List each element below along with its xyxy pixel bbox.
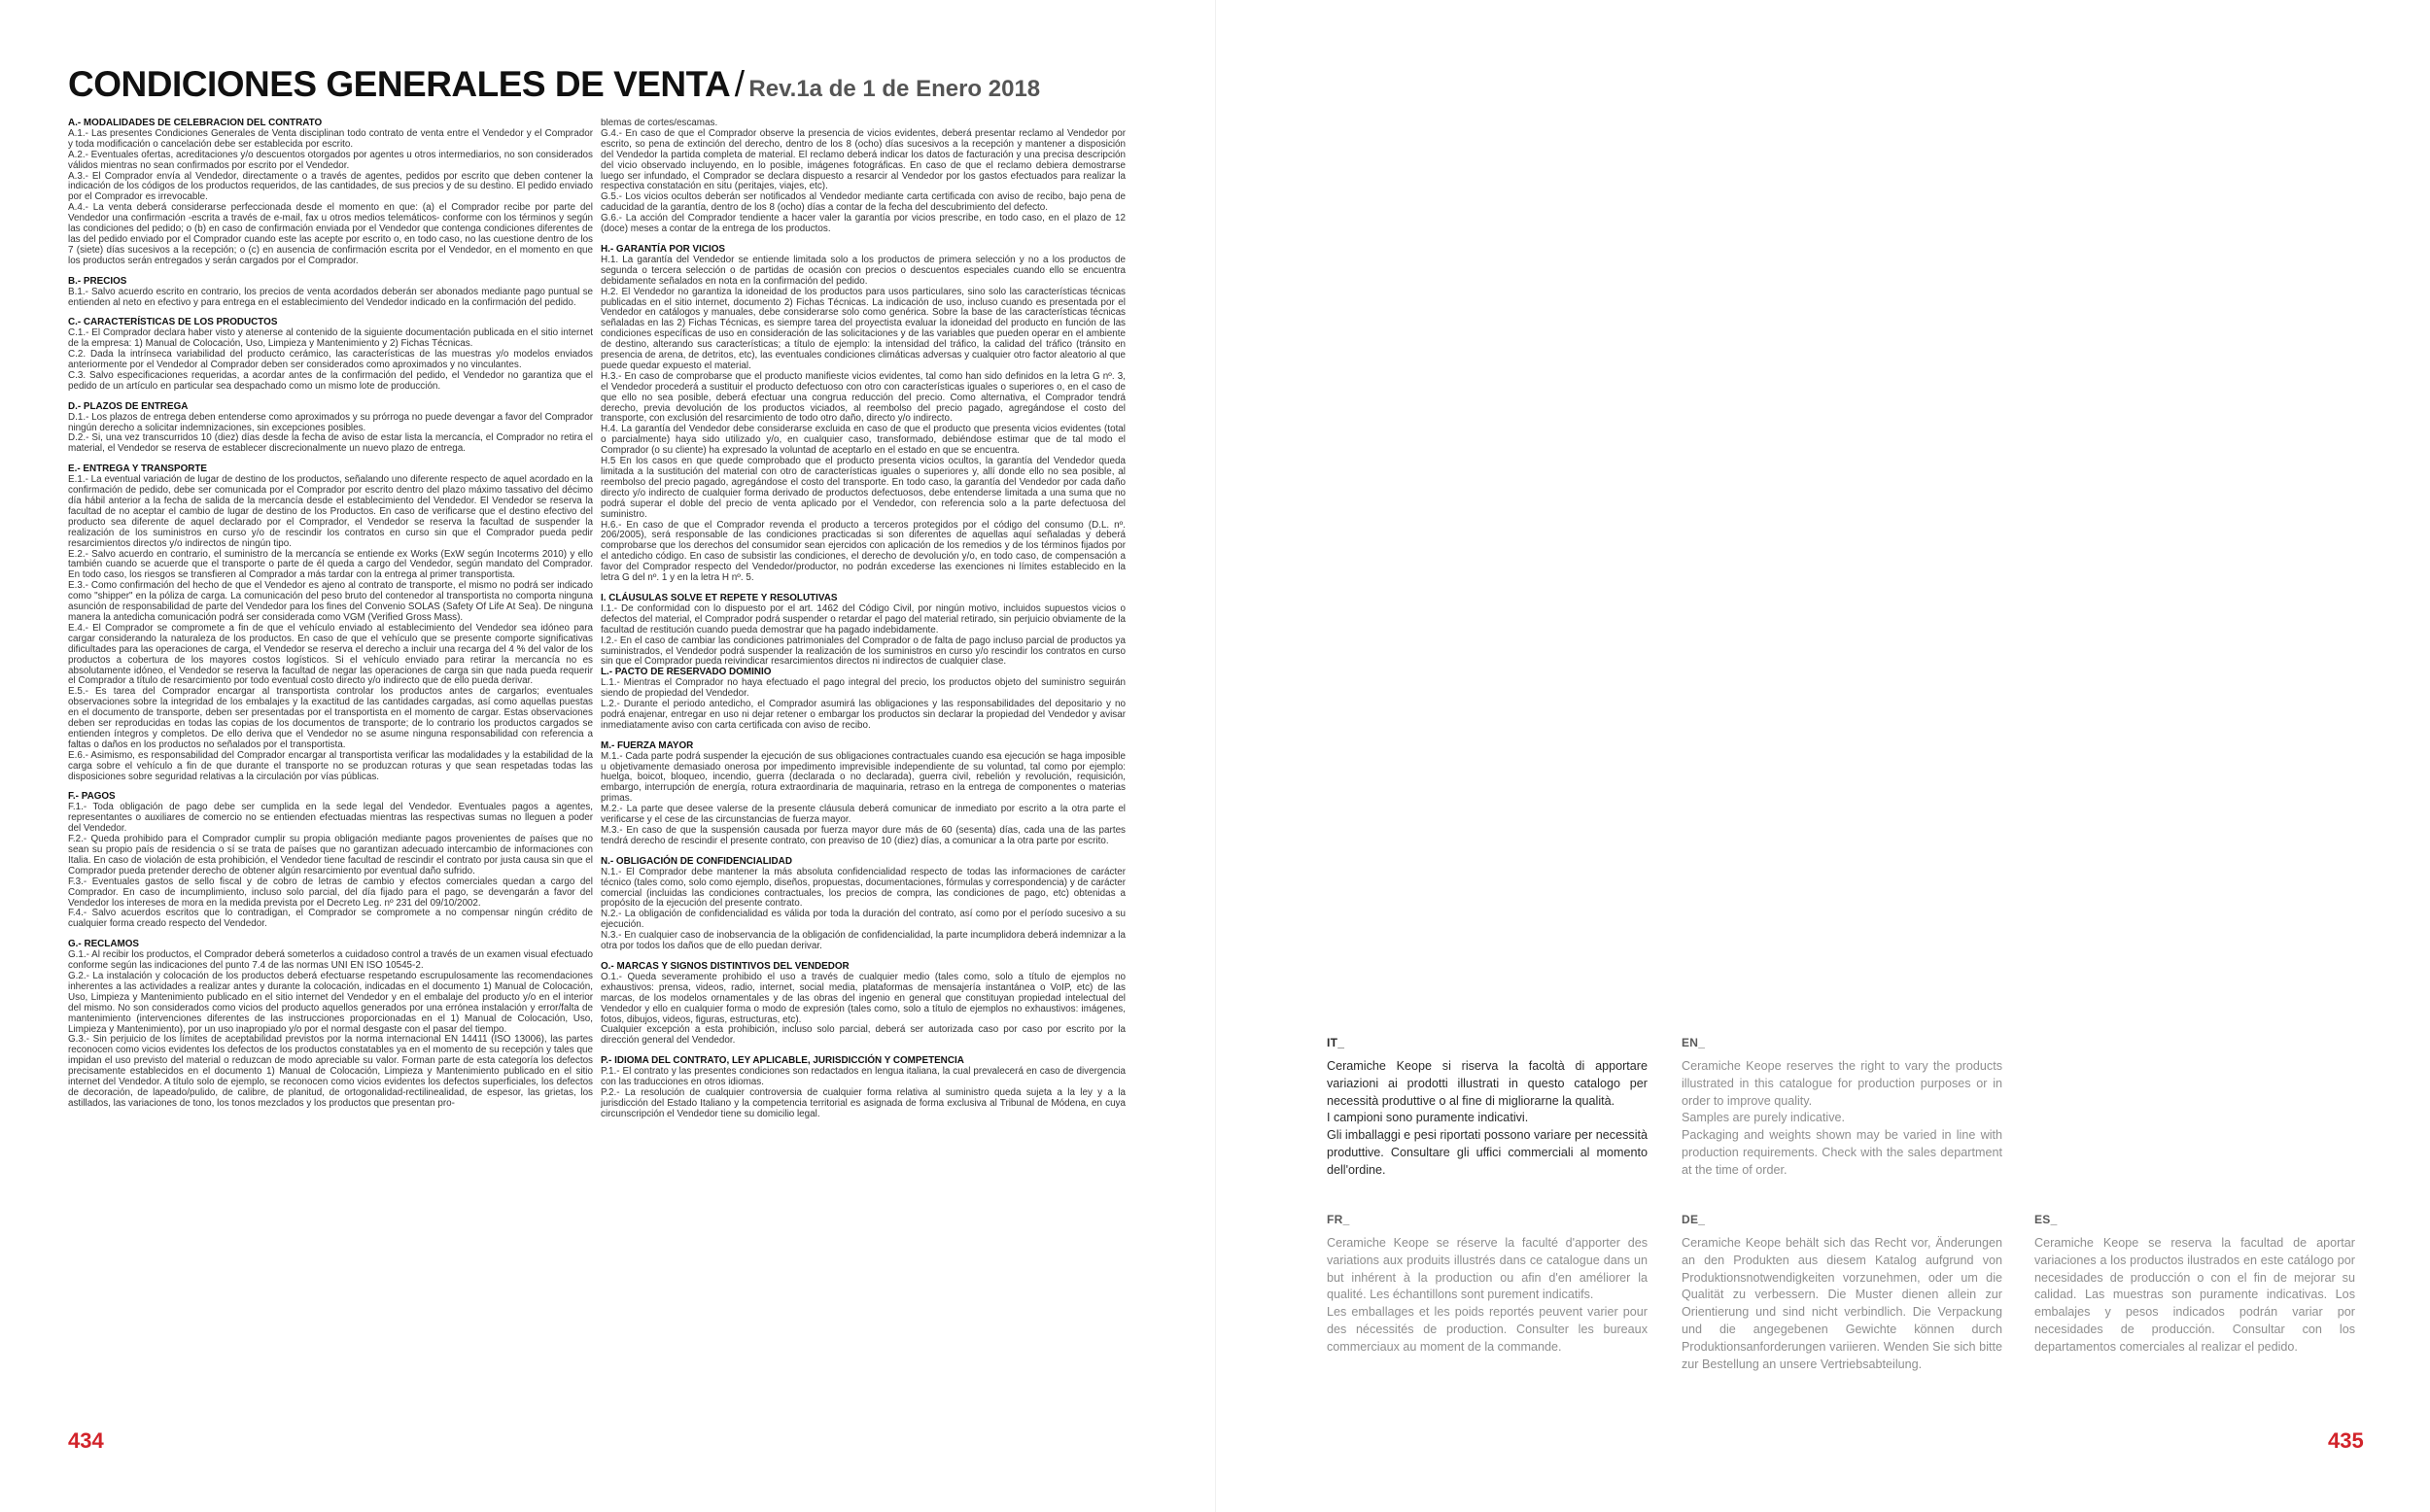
clause-paragraph: C.3. Salvo especificaciones requeridas, a acordar antes de la confirmación del pedido, el Vendedor no garantiza que el pedido de un artículo en particular sea despachado como un mismo lote de producción.	[68, 369, 593, 392]
clause-paragraph: G.2.- La instalación y colocación de los productos deberá efectuarse respetando escrupulosamente las recomendaciones inherentes a las actividades a realizar antes y durante la colocación, indicadas en el documento 1) Manual de Colocación, Uso, Limpieza y Mantenimiento publicado en el sitio internet del Vendedor y en el embalaje del producto y/o en el interior del mismo. No son considerados como vicios del producto aquellos generados por una errónea instalación y error/falta de mantenimiento (intervenciones diferentes de las instrucciones proporcionadas en el 1) Manual de Colocación, Uso, Limpieza y Mantenimiento), por un uso inapropiado y/o por el normal desgaste con el pasar del tiempo.	[68, 970, 593, 1035]
clause-paragraph: H.2. El Vendedor no garantiza la idoneidad de los productos para usos particulares, sino solo las características técnicas publicadas en el sitio internet, documento 2) Fichas Técnicas. La indicación de uso, incluso cuando es presentada por el Vendedor en catálogos y manuales, debe considerarse solo como genérica. Sobre la base de las características técnicas señaladas en las 2) Fichas Técnicas, es siempre tarea del proyectista evaluar la idoneidad del producto en función de las condiciones específicas de uso en consideración de las solicitaciones y de las variables que pueden operar en el ambiente de destino, alterando sus características; a título de ejemplo: la intensidad del tráfico, la calidad del tráfico (tránsito en presencia de arena, de detritos, etc), las eventuales condiciones climáticas adversas y cualquier otro factor aleatorio al que puede quedar expuesto el material.	[601, 286, 1126, 371]
notice-en	[1682, 1036, 2002, 1180]
clause-paragraph: F.1.- Toda obligación de pago debe ser cumplida en la sede legal del Vendedor. Eventuales pagos a agentes, representantes o auxiliares de comercio no se entienden efectuadas mientras las respectivas sumas no lleguen a poder del Vendedor.	[68, 802, 593, 835]
notice-fr-code: FR_	[1327, 1213, 1350, 1226]
clause-paragraph: N.2.- La obligación de confidencialidad es válida por toda la duración del contrato, así como por el período sucesivo a su ejecución.	[601, 909, 1126, 931]
clause-paragraph: A.1.- Las presentes Condiciones Generales de Venta disciplinan todo contrato de venta entre el Vendedor y el Comprador y toda modificación o cancelación debe ser establecida por escrito.	[68, 127, 593, 150]
section-heading: N.- OBLIGACIÓN DE CONFIDENCIALIDAD	[601, 855, 792, 867]
notice-paragraph: Ceramiche Keope se reserva la facultad de aportar variaciones a los productos ilustrados en este catálogo por necesidades de producción o con el fin de mejorar su calidad. Las muestras son puramente indicativas. Los embalajes y pesos indicados podrán variar por necesidades de producción. Consultar con los departamentos comerciales al realizar el pedido.	[2034, 1236, 2355, 1354]
clause-paragraph: A.2.- Eventuales ofertas, acreditaciones y/o descuentos otorgados por agentes u otros intermediarios, no son considerados válidos mientras no sean confirmados por escrito por el Vendedor.	[68, 149, 593, 171]
section-heading: F.- PAGOS	[68, 791, 116, 803]
notice-de	[1682, 1213, 2002, 1373]
notice-es-code: ES_	[2034, 1213, 2058, 1226]
clause-paragraph: L.2.- Durante el periodo antedicho, el Comprador asumirá las obligaciones y las responsabilidades del depositario y no podrá enajenar, entregar en uso ni dejar retener o embargar los productos sin declarar la propiedad del Vendedor y avisar inmediatamente aviso con carta certificada con aviso de recibo.	[601, 699, 1126, 731]
notice-paragraph: Ceramiche Keope behält sich das Recht vor, Änderungen an den Produkten aus diesem Katalog aufgrund von Produktionsnotwendigkeiten vorzunehmen, oder um die Qualität zu verbessern. Die Muster dienen allein zur Orientierung und sind nicht verbindlich. Die Verpackung und die angegebenen Gewichte können durch Produktionsanforderungen variieren. Wenden Sie sich bitte zur Bestellung an unsere Vertriebsabteilung.	[1682, 1236, 2002, 1371]
clause-paragraph: B.1.- Salvo acuerdo escrito en contrario, los precios de venta acordados deberán ser abonados mediante pago puntual se entienden al neto en efectivo y para entrega en el establecimiento del Vendedor indicado en la confirmación del pedido.	[68, 286, 593, 308]
title-slash: /	[734, 64, 745, 104]
clause-paragraph: E.1.- La eventual variación de lugar de destino de los productos, señalando uno diferente respecto de aquel acordado en la confirmación de pedido, debe ser comunicada por el Comprador por escrito dentro del plazo máximo tassativo del décimo día hábil anterior a la fecha de salida de la mercancía desde el establecimiento del Vendedor. El Vendedor se reserva la facultad de no aceptar el cambio de lugar de destino de los Productos. En caso de verificarse que el destino efectivo del producto sea diferente de aquel declarado por el Comprador, el Vendedor se reserva la facultad de suspender la realización de los suministros en curso y/o de rescindir los contratos en curso sin que el Comprador pueda pedir resarcimientos directos y/o indirectos de ningún tipo.	[68, 474, 593, 549]
clause-paragraph: H.6.- En caso de que el Comprador revenda el producto a terceros protegidos por el código del consumo (D.L. nº. 206/2005), será responsable de las condiciones practicadas si son diferentes de aquellas aquí señaladas y deberá comprobarse que los derechos del consumidor sean ejercidos con aplicación de los remedios y de los términos fijados por el antedicho código. En caso de subsistir las condiciones, el derecho de devolución y/o, en todo caso, de compensación a favor del Comprador respecto del Vendedor/productor, no podrán excederse las exenciones ni límites establecido en la letra G del nº. 1 y en la letra H nº. 5.	[601, 519, 1126, 584]
notice-paragraph: Gli imballaggi e pesi riportati possono variare per necessità produttive. Consultare gli uffici commerciali al momento dell'ordine.	[1327, 1128, 1648, 1177]
clause-paragraph: P.1.- El contrato y las presentes condiciones son redactados en lengua italiana, la cual prevalecerá en caso de divergencia con las traducciones en otros idiomas.	[601, 1066, 1126, 1088]
clause-paragraph: E.3.- Como confirmación del hecho de que el Vendedor es ajeno al contrato de transporte, el mismo no podrá ser indicado como "shipper" en la póliza de carga. La comunicación del peso bruto del contenedor al transportista no comporta ninguna asunción de responsabilidad de parte del Vendedor para los fines del Convenio SOLAS (Safety Of Life At Sea). De ninguna manera la antedicha comunicación podrá ser considerada como VGM (Verified Gross Mass).	[68, 580, 593, 623]
clause-paragraph: I.1.- De conformidad con lo dispuesto por el art. 1462 del Código Civil, por ningún motivo, incluidos supuestos vicios o defectos del material, el Comprador podrá suspender o retardar el pago del material retirado, sin perjuicio obviamente de la facultad de restitución cuando pueda demostrar que ha pagado indebidamente.	[601, 602, 1126, 636]
clause-paragraph: H.5 En los casos en que quede comprobado que el producto presenta vicios ocultos, la garantía del Vendedor queda limitada a la sustitución del material con otro de características iguales o superiores y, allí donde ello no sea posible, al reembolso del precio pagado, agregándose el costo del transporte. En todo caso, la garantía del Vendedor por cada daño directo y/o indirecto de cualquier forma derivado de productos defectuosos, debe entenderse limitada a una suma que no podrá superar el doble del precio de venta aplicado por el Vendedor, con referencia solo a la parte defectuosa del suministro.	[601, 456, 1126, 520]
section-heading: I. CLÁUSULAS SOLVE ET REPETE Y RESOLUTIVAS	[601, 592, 838, 603]
section-heading: G.- RECLAMOS	[68, 939, 139, 950]
clause-paragraph: N.3.- En cualquier caso de inobservancia de la obligación de confidencialidad, la parte incumplidora deberá indemnizar a la otra por todos los daños que de ello puedan derivar.	[601, 930, 1126, 952]
clause-paragraph: L.1.- Mientras el Comprador no haya efectuado el pago integral del precio, los productos objeto del suministro seguirán siendo de propiedad del Vendedor.	[601, 677, 1126, 700]
clause-paragraph: F.2.- Queda prohibido para el Comprador cumplir su propia obligación mediante pagos provenientes de países que no sean su propio país de residencia o sí se trata de países que no garantizan adecuado intercambio de informaciones con Italia. En caso de violación de esta prohibición, el Vendedor tiene facultad de rescindir el contrato por justa causa sin que el Comprador pueda pretender derecho de obtener algún resarcimiento por eventual daño sufrido.	[68, 834, 593, 876]
terms-column-right	[601, 119, 1126, 1421]
notice-paragraph: Les emballages et les poids reportés peuvent varier pour des nécessités de production. Consulter les bureaux commerciaux au moment de la commande.	[1327, 1305, 1648, 1354]
clause-paragraph: Cualquier excepción a esta prohibición, incluso solo parcial, deberá ser autorizada caso por caso por escrito por la dirección general del Vendedor.	[601, 1024, 1126, 1047]
clause-paragraph: blemas de cortes/escamas.	[601, 119, 718, 128]
notice-it-code: IT_	[1327, 1036, 1345, 1049]
section-heading: P.- IDIOMA DEL CONTRATO, LEY APLICABLE, JURISDICCIÓN Y COMPETENCIA	[601, 1055, 964, 1067]
notice-fr	[1327, 1213, 1648, 1357]
clause-paragraph: F.3.- Eventuales gastos de sello fiscal y de cobro de letras de cambio y efectos comerciales quedan a cargo del Comprador. En caso de incumplimiento, incluso solo parcial, del día fijado para el pago, se devengarán a favor del Vendedor los intereses de mora en la medida prevista por el Decreto Leg. nº 231 del 09/10/2002.	[68, 876, 593, 909]
section-heading: B.- PRECIOS	[68, 275, 127, 287]
clause-paragraph: G.3.- Sin perjuicio de los límites de aceptabilidad previstos por la norma internacional EN 14411 (ISO 13006), las partes reconocen como vicios evidentes los defectos de los productos constatables ya en el momento de su recepción y tales que impidan el uso previsto del material o reduzcan de modo apreciable su valor. Forman parte de esta categoría los defectos precisamente establecidos en el documento 1) Manual de Colocación, Limpieza y Mantenimiento publicado en el sitio internet del Vendedor. A título solo de ejemplo, se reconocen como vicios evidentes los defectos superficiales, los defectos de decoración, de lapeado/pulido, de calibre, de planitud, de ortogonalidad-rectilinealidad, de espesor, las grietas, los astillados, las variaciones de tono, los tonos mezclados y los productos que presentan pro-	[68, 1034, 593, 1109]
clause-paragraph: E.5.- Es tarea del Comprador encargar al transportista controlar los productos antes de cargarlos; eventuales observaciones sobre la integridad de los embalajes y la exactitud de las cantidades cargadas, así como aquellas puestas en el documento de transporte, deben ser presentadas por el transportista en el momento de cargar. Estas observaciones deben ser reproducidas en todas las copias de los documentos de transporte; de lo contrario los productos cargados se entienden íntegros y completos. De ello deriva que el Vendedor no se asume ninguna responsabilidad con referencia a faltas o daños en los productos no señalados por el transportista.	[68, 686, 593, 750]
page-number-left: 434	[68, 1428, 104, 1453]
clause-paragraph: G.4.- En caso de que el Comprador observe la presencia de vicios evidentes, deberá presentar reclamo al Vendedor por escrito, so pena de extinción del derecho, dentro de los 8 (ocho) días sucesivos a la recepción y mantener a disposición del Vendedor la partida completa de material. El reclamo deberá indicar los datos de facturación y una precisa descripción del vicio observado incluyendo, en lo posible, imágenes fotográficas. En caso de que el reclamo debiera demostrarse luego ser infundado, el Comprador se declara dispuesto a resarcir al Vendedor por los gastos efectuados para realizar la respectiva constatación en situ (peritajes, viajes, etc).	[601, 127, 1126, 192]
title-main: CONDICIONES GENERALES DE VENTA	[68, 64, 731, 104]
section-heading: C.- CARACTERÍSTICAS DE LOS PRODUCTOS	[68, 317, 278, 328]
section-heading: O.- MARCAS Y SIGNOS DISTINTIVOS DEL VENDEDOR	[601, 960, 850, 972]
notice-paragraph: Ceramiche Keope si riserva la facoltà di apportare variazioni ai prodotti illustrati in questo catalogo per necessità produttive o al fine di migliorarne la qualità.	[1327, 1059, 1648, 1108]
clause-paragraph: F.4.- Salvo acuerdos escritos que lo contradigan, el Comprador se compromete a no compensar ningún crédito de cualquier forma creado respecto del Vendedor.	[68, 908, 593, 930]
notice-it	[1327, 1036, 1648, 1180]
clause-paragraph: A.3.- El Comprador envía al Vendedor, directamente o a través de agentes, pedidos por escrito que deben contener la indicación de los códigos de los productos requeridos, de las cantidades, de sus precios y de su destino. El pedido enviado por el Comprador es irrevocable.	[68, 170, 593, 203]
page-number-right: 435	[2328, 1428, 2364, 1453]
clause-paragraph: G.6.- La acción del Comprador tendiente a hacer valer la garantía por vicios prescribe, en todo caso, en el plazo de 12 (doce) meses a contar de la entrega de los productos.	[601, 213, 1126, 235]
clause-paragraph: O.1.- Queda severamente prohibido el uso a través de cualquier medio (tales como, solo a título de ejemplos no exhaustivos: prensa, videos, radio, internet, social media, plataformas de mensajería instantánea o VoIP, etc) de las marcas, de los modelos ornamentales y de las obras del ingenio en general que constituyan propiedad intelectual del Vendedor y ello en cualquier forma o modo de expresión (tales como, solo a título de ejemplos no exhaustivos: imágenes, fotos, dibujos, videos, figuras, estructuras, etc).	[601, 971, 1126, 1025]
clause-paragraph: D.1.- Los plazos de entrega deben entenderse como aproximados y su prórroga no puede devengar a favor del Comprador ningún derecho a solicitar indemnizaciones, sin excepciones posibles.	[68, 411, 593, 433]
clause-paragraph: H.1. La garantía del Vendedor se entiende limitada solo a los productos de primera selección y no a los productos de segunda o tercera selección o de partidas de ocasión con precios o descuentos especiales cuando ello se encuentra debidamente señalados en nota en la confirmación del pedido.	[601, 254, 1126, 287]
title-revision: Rev.1a de 1 de Enero 2018	[748, 76, 1041, 102]
clause-paragraph: E.2.- Salvo acuerdo en contrario, el suministro de la mercancía se entiende ex Works (ExW según Incoterms 2010) y ello también cuando se acuerde que el transporte o parte de él queda a cargo del Vendedor, según mandato del Comprador. En todo caso, los riesgos se transfieren al Comprador a más tardar con la entrega al primer transportista.	[68, 548, 593, 581]
section-heading: M.- FUERZA MAYOR	[601, 739, 694, 751]
notice-paragraph: Ceramiche Keope reserves the right to vary the products illustrated in this catalogue for production purposes or in order to improve quality.	[1682, 1059, 2002, 1108]
section-heading: D.- PLAZOS DE ENTREGA	[68, 400, 189, 412]
section-heading: A.- MODALIDADES DE CELEBRACIÓN DEL CONTRATO	[68, 119, 323, 128]
clause-paragraph: D.2.- Si, una vez transcurridos 10 (diez) días desde la fecha de aviso de estar lista la mercancía, el Comprador no retira el material, el Vendedor se reserva de establecer discrecionalmente un nuevo plazo de entrega.	[68, 432, 593, 455]
terms-column-left	[68, 119, 593, 1421]
clause-paragraph: P.2.- La resolución de cualquier controversia de cualquier forma relativa al suministro queda sujeta a la ley y a la jurisdicción del Estado Italiano y la competencia territorial es asignada de forma exclusiva al Tribunal de Módena, en cuya circunscripción el Vendedor tiene su domicilio legal.	[601, 1086, 1126, 1119]
clause-paragraph: E.4.- El Comprador se compromete a fin de que el vehículo enviado al establecimiento del Vendedor sea idóneo para cargar considerando la naturaleza de los productos. En caso de que el vehículo que se presente comporte significativas dificultades para las operaciones de carga, el Vendedor se reserva el derecho a incluir una recarga del 4 % del valor de los productos a cobertura de los mayores costos logísticos. Si el vehículo enviado para retirar la mercancía no es absolutamente idóneo, el Vendedor se reserva la facultad de negar las operaciones de carga sin que nada pueda requerir el Comprador a título de resarcimiento por todo eventual costo directo y/o indirecto que de ello pueda derivar.	[68, 622, 593, 687]
section-heading: E.- ENTREGA Y TRANSPORTE	[68, 464, 208, 475]
notice-paragraph: I campioni sono puramente indicativi.	[1327, 1111, 1529, 1125]
clause-paragraph: I.2.- En el caso de cambiar las condiciones patrimoniales del Comprador o de falta de pago incluso parcial de productos ya suministrados, el Vendedor podrá suspender la realización de los suministros en curso y/o rescindir los contratos en curso sin que el Comprador pueda reivindicar resarcimientos directos ni indirectos de cualquier clase.	[601, 635, 1126, 668]
clause-paragraph: H.4. La garantía del Vendedor debe considerarse excluida en caso de que el producto que presenta vicios evidentes (total o parcialmente) haya sido utilizado y/o, en cualquier caso, transformado, debiéndose estimar que de tal modo el Comprador (o su cliente) ha expresado la voluntad de aceptarlo en el estado en que se encuentra.	[601, 424, 1126, 457]
clause-paragraph: C.1.- El Comprador declara haber visto y atenerse al contenido de la siguiente documentación publicada en el sitio internet de la empresa: 1) Manual de Colocación, Uso, Limpieza y Mantenimiento y 2) Fichas Técnicas.	[68, 327, 593, 350]
notice-paragraph: Ceramiche Keope se réserve la faculté d'apporter des variations aux produits illustrés dans ce catalogue dans un but inhérent à la production ou afin d'en améliorer la qualité. Les échantillons sont purement indicatifs.	[1327, 1236, 1648, 1302]
clause-paragraph: H.3.- En caso de comprobarse que el producto manifieste vicios evidentes, tal como han sido definidos en la letra G nº. 3, el Vendedor procederá a sustituir el producto defectuoso con otro con características iguales o superiores o, en el caso de que ello no sea posible, deberá efectuar una congrua reducción del precio. Como alternativa, el Comprador tendrá derecho, previa devolución de los productos viciados, al reembolso del precio pagado, agregándose el costo del transporte, con exclusión del resarcimiento de todo otro daño, directo y/o indirecto.	[601, 370, 1126, 425]
notice-de-code: DE_	[1682, 1213, 1706, 1226]
clause-paragraph: A.4.- La venta deberá considerarse perfeccionada desde el momento en que: (a) el Comprador recibe por parte del Vendedor una confirmación -escrita a través de e-mail, fax u otros medios telemáticos- conforme con los términos y según las condiciones del pedido; o (b) en caso de confirmación enviada por el Vendedor que contenga condiciones diferentes de las del pedido enviado por el Comprador cuando este las acepte por escrito o, en todo caso, no las cuestione dentro de los 7 (siete) días sucesivos a la recepción; o (c) en ausencia de confirmación escrita por el Vendedor, en el momento en que los productos serán entregados y serán cargados por el Comprador.	[68, 202, 593, 266]
clause-paragraph: E.6.- Asimismo, es responsabilidad del Comprador encargar al transportista verificar las modalidades y la estabilidad de la carga sobre el vehículo a fin de que durante el transporte no se produzcan roturas y que sean respetadas todas las disposiciones sobre seguridad relativas a la circulación por vías públicas.	[68, 749, 593, 782]
clause-paragraph: G.1.- Al recibir los productos, el Comprador deberá someterlos a cuidadoso control a través de un examen visual efectuado conforme según las indicaciones del punto 7.4 de las normas UNI EN ISO 10545-2.	[68, 949, 593, 972]
notice-paragraph: Packaging and weights shown may be varied in line with production requirements. Check with the sales department at the time of order.	[1682, 1128, 2002, 1177]
page-spread-divider	[1215, 0, 1216, 1512]
clause-paragraph: C.2. Dada la intrínseca variabilidad del producto cerámico, las características de las muestras y/o modelos enviados anteriormente por el Vendedor al Comprador deben ser considerados como aproximados y no vinculantes.	[68, 349, 593, 371]
clause-paragraph: N.1.- El Comprador debe mantener la más absoluta confidencialidad respecto de todas las informaciones de carácter técnico (tales como, solo como ejemplo, diseños, propuestas, documentaciones, fórmulas y correspondencia) y de carácter comercial (incluidas las condiciones contractuales, los precios de compra, las condiciones de pago, etc) obtenidas a propósito de la ejecución del presente contrato.	[601, 866, 1126, 910]
clause-paragraph: M.1.- Cada parte podrá suspender la ejecución de sus obligaciones contractuales cuando esa ejecución se haga imposible u objetivamente demasiado onerosa por impedimento imprevisible independiente de su voluntad, tal como por ejemplo: huelga, boicot, bloqueo, incendio, guerra (declarada o no declarada), guerra civil, rebelión y revolución, requisición, embargo, interrupción de energía, rotura extraordinaria de maquinaria, retraso en la entrega de componentes o materias primas.	[601, 750, 1126, 805]
clause-paragraph: G.5.- Los vicios ocultos deberán ser notificados al Vendedor mediante carta certificada con aviso de recibo, bajo pena de caducidad de la garantía, dentro de los 8 (ocho) días a contar de la fecha del descubrimiento del defecto.	[601, 191, 1126, 214]
clause-paragraph: M.3.- En caso de que la suspensión causada por fuerza mayor dure más de 60 (sesenta) días, cada una de las partes tendrá derecho de rescindir el presente contrato, con preaviso de 10 (diez) días, a comunicar a la otra parte por escrito.	[601, 825, 1126, 846]
clause-paragraph: M.2.- La parte que desee valerse de la presente cláusula deberá comunicar de inmediato por escrito a la otra parte el verificarse y el cese de las circunstancias de fuerza mayor.	[601, 804, 1126, 826]
section-heading: H.- GARANTÍA POR VICIOS	[601, 243, 726, 255]
notice-es	[2034, 1213, 2355, 1357]
page-title	[68, 64, 1040, 105]
notice-paragraph: Samples are purely indicative.	[1682, 1111, 1845, 1125]
notice-en-code: EN_	[1682, 1036, 1706, 1049]
section-heading: L.- PACTO DE RESERVADO DOMINIO	[601, 667, 772, 678]
